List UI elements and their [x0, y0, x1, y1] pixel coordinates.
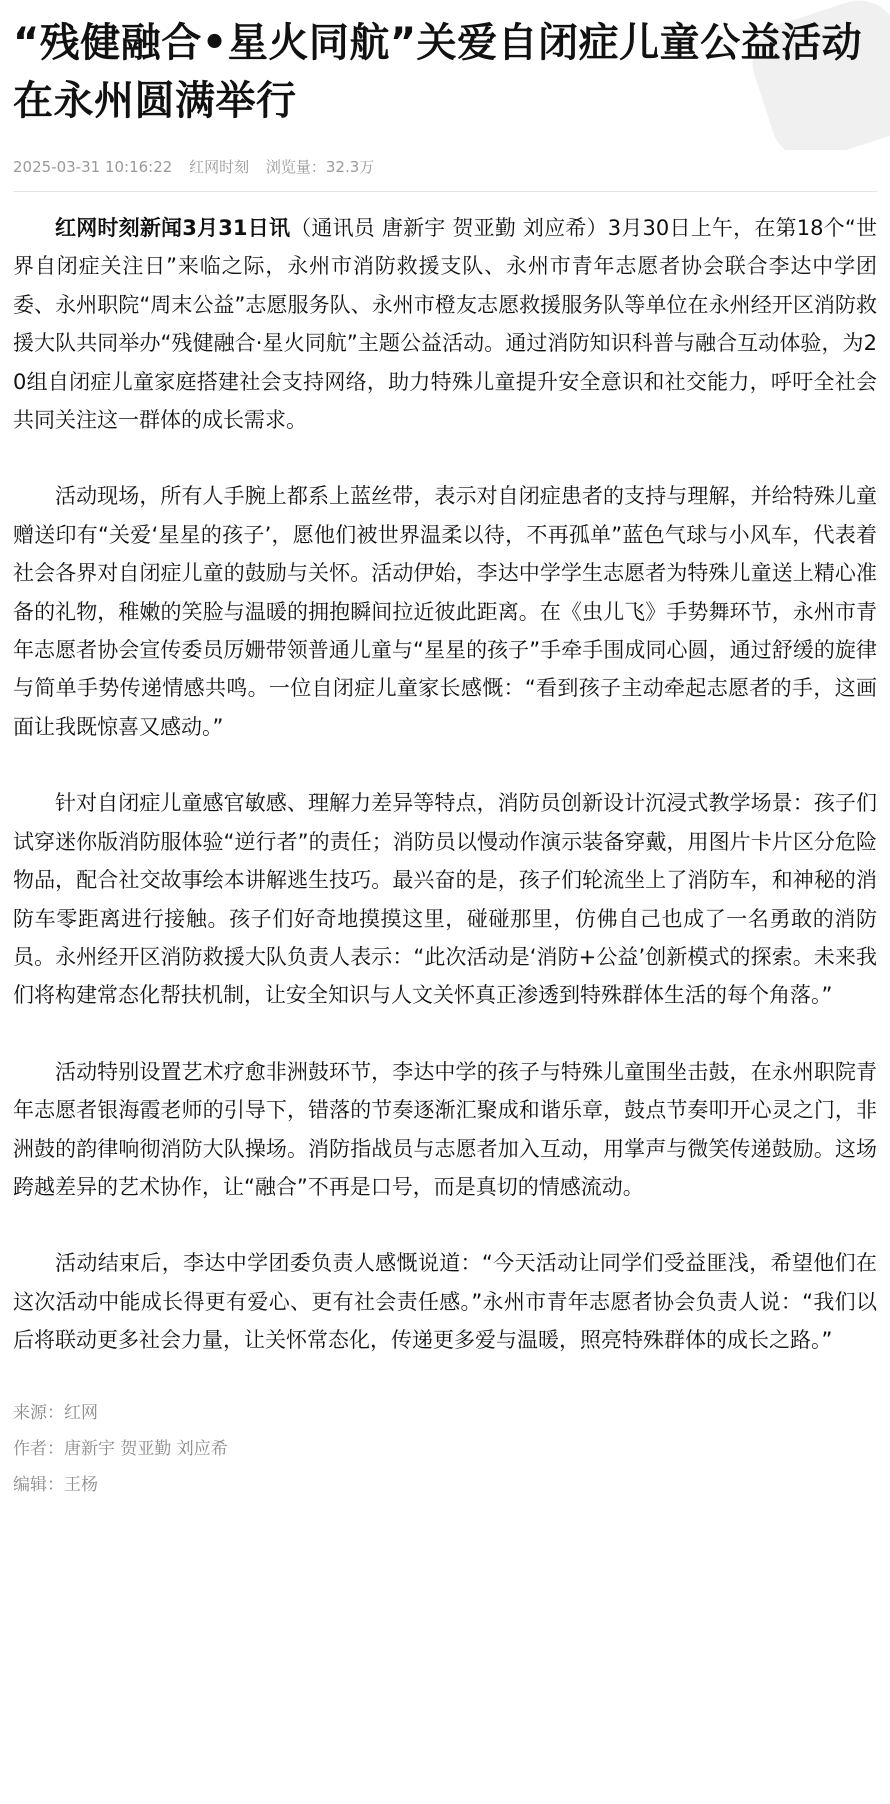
publish-date: 2025-03-31 10:16:22	[13, 158, 173, 176]
lead-paragraph	[13, 209, 877, 439]
body-paragraph: 活动特别设置艺术疗愈非洲鼓环节，李达中学的孩子与特殊儿童围坐击鼓，在永州职院青年志愿者银海霞老师的引导下，错落的节奏逐渐汇聚成和谐乐章，鼓点节奏叩开心灵之门，非洲鼓的韵律响彻消防大队操场。消防指战员与志愿者加入互动，用掌声与微笑传递鼓励。这场跨越差异的艺术协作，让“融合”不再是口号，而是真切的情感流动。	[13, 1059, 877, 1199]
source-name: 红网时刻	[189, 158, 250, 176]
body-paragraph: 针对自闭症儿童感官敏感、理解力差异等特点，消防员创新设计沉浸式教学场景：孩子们试穿迷你版消防服体验“逆行者”的责任；消防员以慢动作演示装备穿戴，用图片卡片区分危险物品，配合社交故事绘本讲解逃生技巧。最兴奋的是，孩子们轮流坐上了消防车，和神秘的消防车零距离进行接触。孩子们好奇地摸摸这里，碰碰那里，仿佛自己也成了一名勇敢的消防员。永州经开区消防救援大队负责人表示：“此次活动是‘消防+公益’创新模式的探索。未来我们将构建常态化帮扶机制，让安全知识与人文关怀真正渗透到特殊群体生活的每个角落。”	[13, 791, 877, 1008]
meta-divider	[13, 191, 877, 192]
view-count: 浏览量：32.3万	[265, 158, 375, 176]
footer-source: 来源：红网	[13, 1402, 98, 1423]
article	[13, 0, 877, 1509]
lead-text: （通讯员 唐新宇 贺亚勤 刘应希）3月30日上午，在第18个“世界自闭症关注日”来临之际，永州市消防救援支队、永州市青年志愿者协会联合李达中学团委、永州职院“周末公益”志愿服务队、永州市橙友志愿救援服务队等单位在永州经开区消防救援大队共同举办“残健融合·星火同航”主题公益活动。通过消防知识科普与融合互动体验，为20组自闭症儿童家庭搭建社会支持网络，助力特殊儿童提升安全意识和社交能力，呼吁全社会共同关注这一群体的成长需求。	[13, 216, 877, 433]
footer-author: 作者：唐新宇 贺亚勤 刘应希	[13, 1438, 228, 1459]
article-footer	[13, 1401, 877, 1497]
body-paragraph: 活动现场，所有人手腕上都系上蓝丝带，表示对自闭症患者的支持与理解，并给特殊儿童赠送印有“关爱‘星星的孩子’，愿他们被世界温柔以待，不再孤单”蓝色气球与小风车，代表着社会各界对自闭症儿童的鼓励与关怀。活动伊始，李达中学学生志愿者为特殊儿童送上精心准备的礼物，稚嫩的笑脸与温暖的拥抱瞬间拉近彼此距离。在《虫儿飞》手势舞环节，永州市青年志愿者协会宣传委员厉姗带领普通儿童与“星星的孩子”手牵手围成同心圆，通过舒缓的旋律与简单手势传递情感共鸣。一位自闭症儿童家长感慨：“看到孩子主动牵起志愿者的手，这画面让我既惊喜又感动。”	[13, 484, 877, 739]
article-body	[13, 209, 877, 1360]
article-title: “残健融合•星火同航”关爱自闭症儿童公益活动在永州圆满举行	[13, 20, 863, 124]
body-paragraph: 活动结束后，李达中学团委负责人感慨说道：“今天活动让同学们受益匪浅，希望他们在这次活动中能成长得更有爱心、更有社会责任感。”永州市青年志愿者协会负责人说：“我们以后将联动更多社会力量，让关怀常态化，传递更多爱与温暖，照亮特殊群体的成长之路。”	[13, 1251, 877, 1353]
lead-dateline: 红网时刻新闻3月31日讯	[55, 216, 291, 240]
article-meta	[13, 156, 877, 178]
footer-editor: 编辑：王杨	[13, 1474, 98, 1495]
